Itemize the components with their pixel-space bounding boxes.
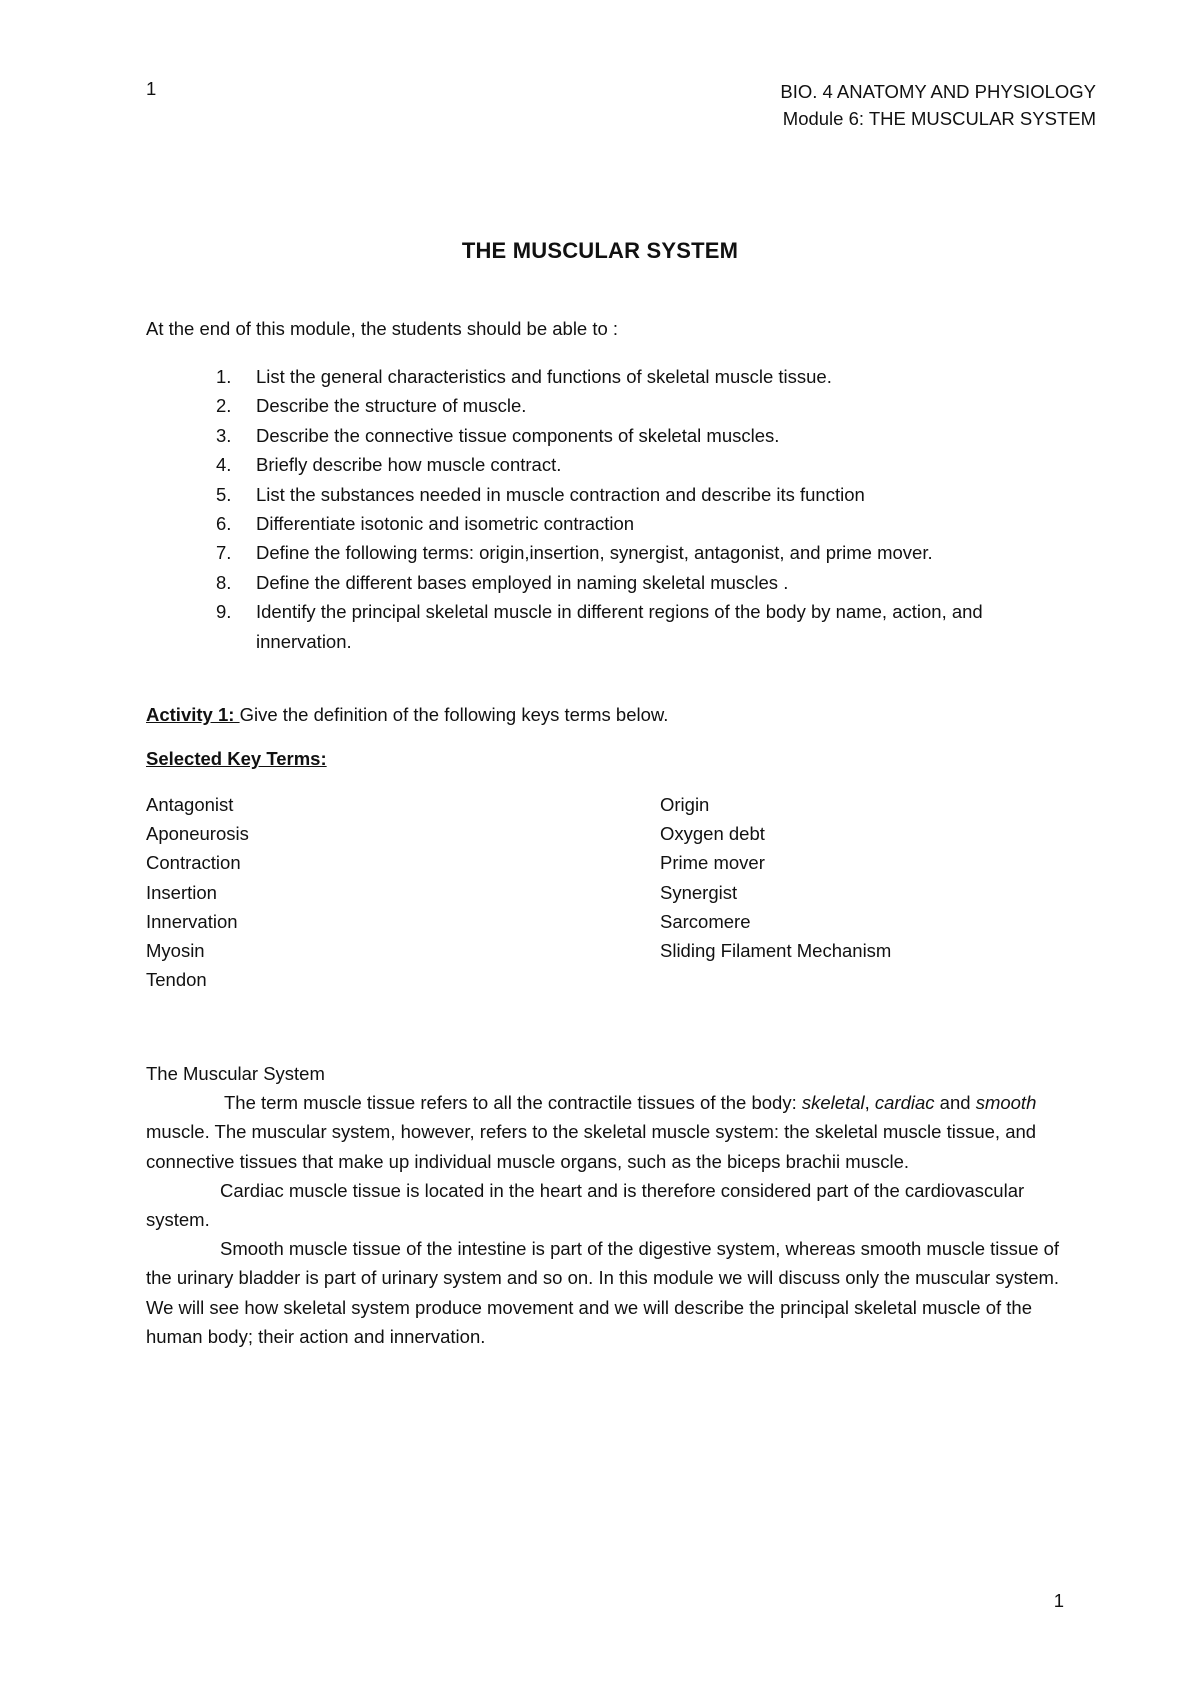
objective-item — [216, 509, 1076, 538]
objective-number: 9. — [216, 601, 232, 623]
key-terms-left-column — [146, 790, 249, 994]
objective-item — [216, 480, 1076, 509]
objective-item — [216, 391, 1076, 420]
header-course-title: BIO. 4 ANATOMY AND PHYSIOLOGY — [780, 81, 1096, 102]
paragraph-smooth: Smooth muscle tissue of the intestine is part of the digestive system, whereas smooth muscle tissue of the urinary bladder is part of urinary system and so on. In this module we will discuss only the muscular system. We will see how skeletal system produce movement and we will describe the principal skeletal muscle of the human body; their action and innervation. — [146, 1238, 1060, 1347]
key-term: Myosin — [146, 940, 205, 962]
objective-text: Differentiate isotonic and isometric contraction — [256, 513, 635, 535]
objective-item — [216, 538, 1076, 567]
objective-text: Briefly describe how muscle contract. — [256, 454, 562, 476]
objective-text: List the substances needed in muscle contraction and describe its function — [256, 483, 865, 505]
objective-text: Describe the connective tissue components of skeletal muscles. — [256, 424, 780, 446]
objective-text: Define the following terms: origin,insertion, synergist, antagonist, and prime mover. — [256, 542, 933, 564]
key-term: Oxygen debt — [660, 823, 765, 845]
objective-item — [216, 362, 1076, 391]
paragraph-cardiac: Cardiac muscle tissue is located in the heart and is therefore considered part of the cardiovascular system. — [146, 1179, 1025, 1231]
footer-page-number: 1 — [1053, 1590, 1064, 1611]
header-course-block — [780, 78, 1096, 132]
key-term: Contraction — [146, 852, 241, 874]
section-heading: The Muscular System — [146, 1063, 325, 1084]
objective-text: Describe the structure of muscle. — [256, 395, 527, 417]
key-term: Sarcomere — [660, 910, 751, 932]
objective-number: 8. — [216, 571, 232, 593]
activity-instruction — [146, 704, 668, 726]
objective-item — [216, 421, 1076, 450]
objective-item — [216, 568, 1076, 597]
objective-text: Identify the principal skeletal muscle in different regions of the body by name, action, and innervation. — [256, 601, 983, 652]
header-module-title: Module 6: THE MUSCULAR SYSTEM — [782, 108, 1096, 129]
muscular-system-section — [146, 1059, 1076, 1351]
objectives-intro: At the end of this module, the students should be able to : — [146, 318, 619, 339]
objective-item — [216, 450, 1076, 479]
key-term: Origin — [660, 794, 710, 815]
term-cardiac: cardiac — [874, 1092, 935, 1114]
key-term: Prime mover — [660, 852, 765, 874]
key-term: Synergist — [660, 881, 738, 903]
paragraph-text: The term muscle tissue refers to all the contractile tissues of the body: — [224, 1092, 802, 1114]
objective-item — [216, 597, 1076, 656]
key-term: Tendon — [146, 969, 207, 991]
key-term: Aponeurosis — [146, 823, 249, 845]
objective-number: 4. — [216, 454, 232, 476]
objective-number: 1. — [216, 366, 232, 387]
objective-number: 2. — [216, 395, 232, 417]
paragraph-text: muscle. The muscular system, however, refers to the skeletal muscle system: the skeletal muscle tissue, and connective tissues that make up individual muscle organs, such as the biceps brachii muscle. — [146, 1121, 1037, 1172]
objective-number: 6. — [216, 513, 232, 535]
objective-number: 3. — [216, 424, 232, 446]
objective-text: Define the different bases employed in naming skeletal muscles . — [256, 571, 789, 593]
key-term: Insertion — [146, 881, 217, 903]
activity-text: Give the definition of the following keys terms below. — [239, 704, 669, 725]
paragraph-text: , — [864, 1092, 875, 1114]
term-skeletal: skeletal — [801, 1092, 865, 1114]
paragraph-text: and — [934, 1092, 976, 1114]
objectives-list — [216, 362, 1076, 656]
key-term: Innervation — [146, 910, 238, 932]
objective-number: 7. — [216, 542, 232, 564]
key-terms-right-column — [660, 790, 891, 965]
activity-label: Activity 1: — [146, 704, 240, 725]
objective-number: 5. — [216, 483, 232, 505]
paragraph-muscle-tissue — [146, 1088, 1076, 1176]
key-term: Sliding Filament Mechanism — [660, 940, 892, 962]
document-title: THE MUSCULAR SYSTEM — [461, 238, 739, 263]
term-smooth: smooth — [975, 1092, 1037, 1114]
key-term: Antagonist — [146, 794, 234, 815]
objective-text: List the general characteristics and functions of skeletal muscle tissue. — [256, 366, 832, 387]
key-terms-heading: Selected Key Terms: — [146, 748, 327, 769]
header-page-number: 1 — [146, 78, 157, 99]
